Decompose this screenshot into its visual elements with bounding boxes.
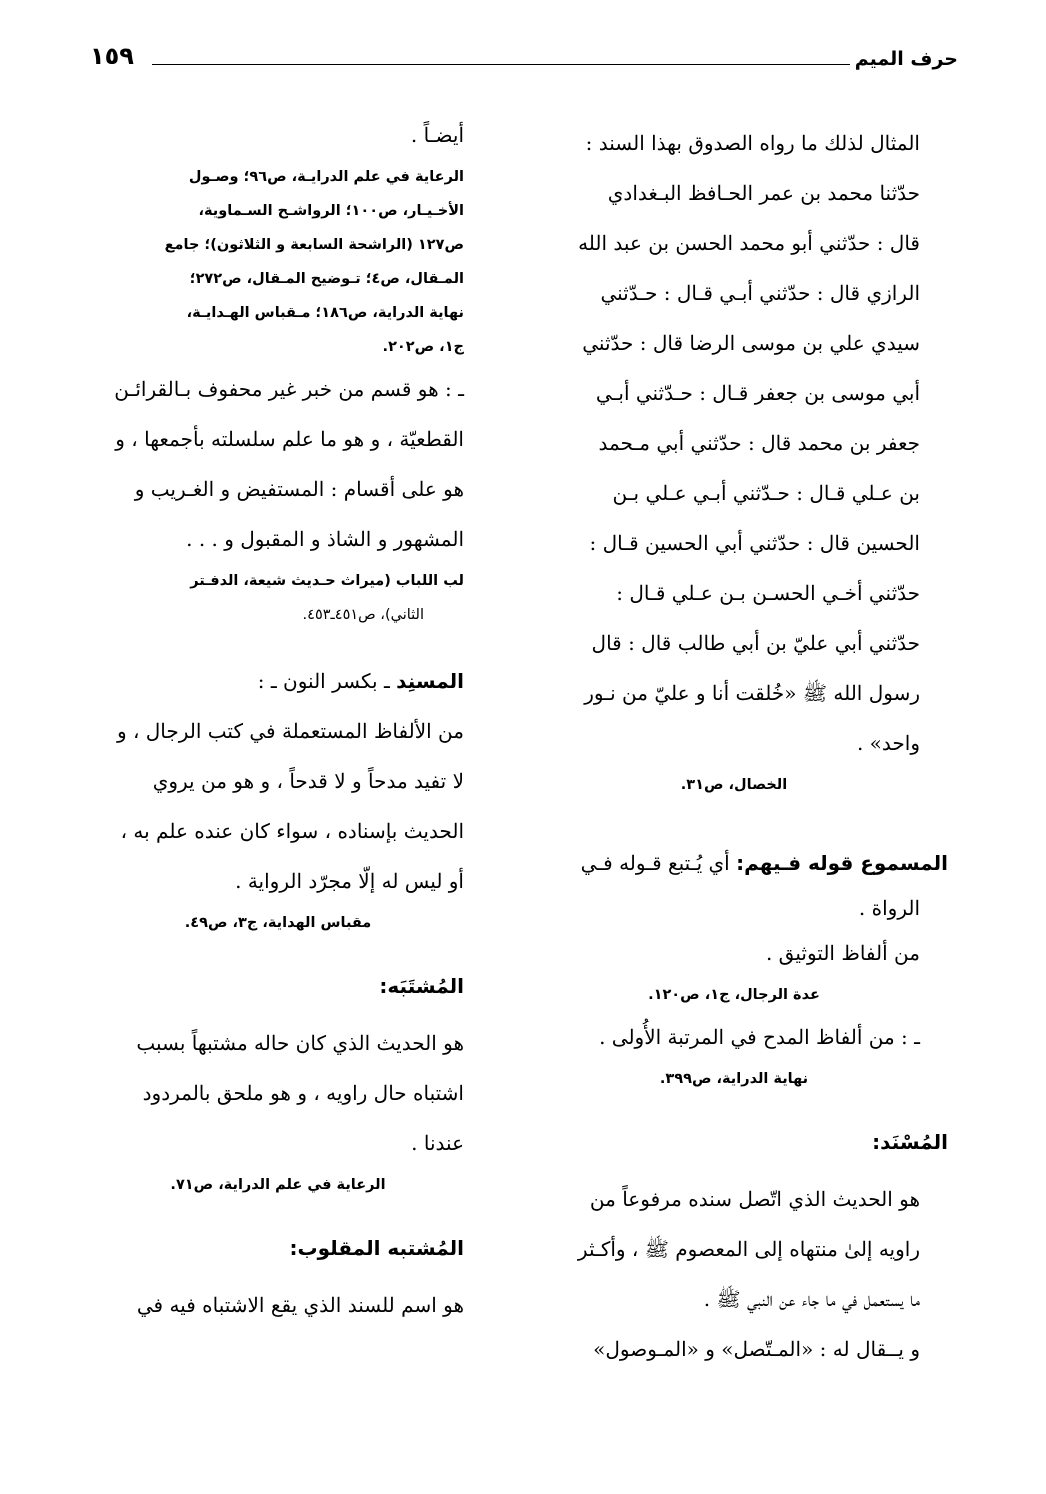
chain-line: رسول الله ﷺ «خُلقت أنا و عليّ من نـور bbox=[584, 681, 920, 705]
entry-definition: هو الحديث الذي اتّصل سنده مرفوعاً من bbox=[589, 1187, 920, 1211]
chain-line: واحد» . bbox=[856, 731, 920, 755]
chain-line: أبي موسى بن جعفر قـال : حـدّثني أبـي bbox=[595, 381, 920, 405]
chain-line: بن عـلي قـال : حـدّثني أبـي عـلي بـن bbox=[612, 481, 920, 505]
entry-definition: المشهور و الشاذ و المقبول و . . . bbox=[186, 527, 464, 551]
reference-list bbox=[92, 160, 464, 364]
entry-definition: هو اسم للسند الذي يقع الاشتباه فيه في bbox=[136, 1293, 464, 1317]
reference: ج١، ص٢٠٢. bbox=[382, 339, 464, 355]
reference: نهاية الدراية، ص١٨٦؛ مـقباس الهـدايـة، bbox=[186, 305, 464, 321]
reference: الأخـيـار، ص١٠٠؛ الرواشـح السـماوية، bbox=[198, 203, 464, 219]
entry-term: المسنِد bbox=[396, 669, 464, 693]
entry-definition: هو الحديث الذي كان حاله مشتبهاً بسبب bbox=[136, 1031, 464, 1055]
chain-line: جعفر بن محمد قال : حدّثني أبي مـحمد bbox=[598, 431, 920, 455]
right-column bbox=[548, 118, 948, 1374]
reference: الخصال، ص٣١. bbox=[680, 777, 788, 793]
reference: الثاني)، ص٤٥١ـ٤٥٣. bbox=[302, 607, 424, 623]
entry-definition: القطعيّة ، و هو ما علم سلسلته بأجمعها ، و bbox=[115, 427, 464, 451]
entry-term: المسموع قوله فـيهم: bbox=[736, 851, 948, 875]
chain-line: سيدي علي بن موسى الرضا قال : حدّثني bbox=[582, 331, 920, 355]
entry-definition: اشتباه حال راويه ، و هو ملحق بالمردود bbox=[142, 1081, 464, 1105]
running-head: حرف الميم bbox=[854, 48, 958, 70]
entry-definition: أي يُـتبع قـوله فـي bbox=[580, 851, 737, 875]
reference: نهاية الدراية، ص٣٩٩. bbox=[659, 1071, 809, 1087]
reference: عدة الرجال، ج١، ص١٢٠. bbox=[648, 987, 820, 1003]
entry-definition: هو على أقسام : المستفيض و الغـريب و bbox=[134, 477, 464, 501]
reference: الرعاية في علم الدراية، ص٧١. bbox=[170, 1177, 386, 1193]
entry-definition: راويه إلىٰ منتهاه إلى المعصوم ﷺ ، وأكـثر bbox=[577, 1237, 920, 1261]
reference: مقباس الهداية، ج٣، ص٤٩. bbox=[184, 915, 372, 931]
page-header bbox=[90, 38, 958, 78]
chain-line: حدّثني أخـي الحسـن بـن عـلي قـال : bbox=[616, 581, 920, 605]
left-column bbox=[92, 110, 464, 1330]
chain-line: الحسين قال : حدّثني أبي الحسين قـال : bbox=[589, 531, 920, 555]
entry-definition: من ألفاظ التوثيق . bbox=[765, 941, 920, 965]
chain-line: حدّثنا محمد بن عمر الحـافظ البـغدادي bbox=[607, 181, 920, 205]
chain-line: حدّثني أبي عليّ بن أبي طالب قال : قال bbox=[591, 631, 920, 655]
entry-masmu bbox=[548, 838, 948, 888]
entry-definition: الرواة . bbox=[858, 896, 920, 920]
entry-definition: ما يستعمل في ما جاء عن النبي ﷺ . bbox=[703, 1287, 920, 1311]
chain-line: قال : حدّثني أبو محمد الحسن بن عبد الله bbox=[578, 231, 920, 255]
reference: الرعاية في علم الدرايـة، ص٩٦؛ وصـول bbox=[188, 169, 464, 185]
entry-term-note: ـ بكسر النون ـ : bbox=[257, 669, 397, 693]
entry-definition: و يــقال له : «المـتّصل» و «المـوصول» bbox=[593, 1337, 920, 1361]
continuation-text: أيضـاً . bbox=[410, 123, 464, 147]
entry-definition: ـ : هو قسم من خبر غير محفوف بـالقرائـن bbox=[114, 377, 464, 401]
entry-definition: الحديث بإسناده ، سواء كان عنده علم به ، bbox=[120, 819, 464, 843]
chain-line: الرازي قال : حدّثني أبـي قـال : حـدّثني bbox=[600, 281, 920, 305]
reference: ص١٢٧ (الراشحة السابعة و الثلاثون)؛ جامع bbox=[164, 237, 464, 253]
entry-definition: ـ : من ألفاظ المدح في المرتبة الأُولى . bbox=[599, 1025, 920, 1049]
reference: المـقال، ص٤؛ تـوضيح المـقال، ص٢٧٢؛ bbox=[189, 271, 464, 287]
entry-definition: عندنا . bbox=[411, 1131, 464, 1155]
example-intro: المثال لذلك ما رواه الصدوق بهذا السند : bbox=[585, 131, 920, 155]
reference: لب اللباب (ميراث حـديث شيعة، الدفـتر bbox=[190, 573, 464, 589]
entry-definition: لا تفيد مدحاً و لا قدحاً ، و هو من يروي bbox=[152, 769, 464, 793]
entry-heading: المُسْنَد: bbox=[872, 1130, 948, 1154]
entry-definition: أو ليس له إلّا مجرّد الرواية . bbox=[235, 869, 464, 893]
page-number: ١٥٩ bbox=[90, 42, 134, 70]
entry-musnid bbox=[92, 656, 464, 706]
entry-definition: من الألفاظ المستعملة في كتب الرجال ، و bbox=[116, 719, 464, 743]
entry-heading: المُشتَبَه: bbox=[379, 974, 464, 998]
header-rule bbox=[152, 64, 850, 65]
entry-heading: المُشتبه المقلوب: bbox=[289, 1236, 464, 1260]
